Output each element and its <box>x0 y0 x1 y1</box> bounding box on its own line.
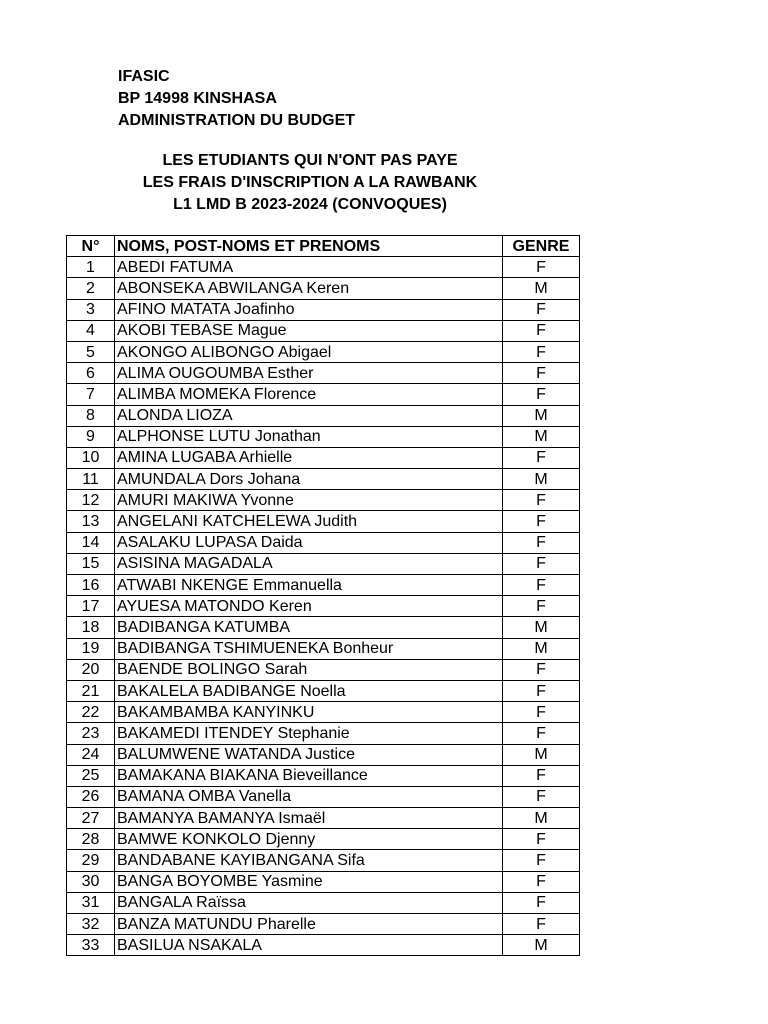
table-row <box>67 935 580 956</box>
table-row <box>67 723 580 744</box>
student-genre: F <box>503 341 580 362</box>
student-name: BALUMWENE WATANDA Justice <box>115 744 503 765</box>
table-row <box>67 469 580 490</box>
student-name: BAMWE KONKOLO Djenny <box>115 829 503 850</box>
column-header-number: N° <box>67 236 115 257</box>
title-line-1: LES ETUDIANTS QUI N'ONT PAS PAYE <box>162 152 458 169</box>
table-row <box>67 702 580 723</box>
student-genre: F <box>503 490 580 511</box>
table-row <box>67 363 580 384</box>
student-genre: F <box>503 299 580 320</box>
student-name: ANGELANI KATCHELEWA Judith <box>115 511 503 532</box>
student-genre: M <box>503 638 580 659</box>
table-row <box>67 765 580 786</box>
document-title <box>60 150 560 216</box>
table-row <box>67 744 580 765</box>
student-genre: F <box>503 384 580 405</box>
row-number: 15 <box>67 553 115 574</box>
table-row <box>67 320 580 341</box>
row-number: 6 <box>67 363 115 384</box>
table-row <box>67 829 580 850</box>
student-name: ASALAKU LUPASA Daida <box>115 532 503 553</box>
student-name: BAKAMBAMBA KANYINKU <box>115 702 503 723</box>
student-table <box>66 235 580 956</box>
student-name: AFINO MATATA Joafinho <box>115 299 503 320</box>
student-name: BAENDE BOLINGO Sarah <box>115 659 503 680</box>
student-name: AYUESA MATONDO Keren <box>115 596 503 617</box>
title-line-3: L1 LMD B 2023-2024 (CONVOQUES) <box>173 196 447 213</box>
column-header-genre: GENRE <box>503 236 580 257</box>
student-genre: F <box>503 363 580 384</box>
row-number: 14 <box>67 532 115 553</box>
student-genre: F <box>503 596 580 617</box>
department-name: ADMINISTRATION DU BUDGET <box>118 112 356 129</box>
row-number: 4 <box>67 320 115 341</box>
student-genre: F <box>503 532 580 553</box>
student-genre: M <box>503 617 580 638</box>
title-line-2: LES FRAIS D'INSCRIPTION A LA RAWBANK <box>142 174 478 191</box>
student-name: BAKAMEDI ITENDEY Stephanie <box>115 723 503 744</box>
student-name: ATWABI NKENGE Emmanuella <box>115 575 503 596</box>
row-number: 22 <box>67 702 115 723</box>
table-row <box>67 659 580 680</box>
student-genre: M <box>503 935 580 956</box>
table-row <box>67 892 580 913</box>
table-row <box>67 447 580 468</box>
row-number: 20 <box>67 659 115 680</box>
student-name: BAMANYA BAMANYA Ismaël <box>115 808 503 829</box>
student-name: BANGALA Raïssa <box>115 892 503 913</box>
student-genre: F <box>503 680 580 701</box>
row-number: 23 <box>67 723 115 744</box>
table-row <box>67 490 580 511</box>
student-genre: F <box>503 765 580 786</box>
table-row <box>67 850 580 871</box>
table-row <box>67 914 580 935</box>
table-row <box>67 680 580 701</box>
table-row <box>67 808 580 829</box>
row-number: 21 <box>67 680 115 701</box>
table-row <box>67 786 580 807</box>
student-genre: M <box>503 469 580 490</box>
student-name: BAKALELA BADIBANGE Noella <box>115 680 503 701</box>
table-row <box>67 278 580 299</box>
student-genre: F <box>503 575 580 596</box>
table-row <box>67 638 580 659</box>
student-name: BADIBANGA KATUMBA <box>115 617 503 638</box>
student-genre: F <box>503 892 580 913</box>
table-row <box>67 617 580 638</box>
student-name: ABEDI FATUMA <box>115 257 503 278</box>
student-genre: M <box>503 278 580 299</box>
document-header <box>118 66 355 132</box>
row-number: 31 <box>67 892 115 913</box>
institution-name: IFASIC <box>118 68 170 85</box>
student-name: BANGA BOYOMBE Yasmine <box>115 871 503 892</box>
student-genre: M <box>503 405 580 426</box>
student-name: BAMANA OMBA Vanella <box>115 786 503 807</box>
row-number: 25 <box>67 765 115 786</box>
student-name: AMINA LUGABA Arhielle <box>115 447 503 468</box>
student-name: BADIBANGA TSHIMUENEKA Bonheur <box>115 638 503 659</box>
table-row <box>67 341 580 362</box>
student-name: BAMAKANA BIAKANA Bieveillance <box>115 765 503 786</box>
institution-address: BP 14998 KINSHASA <box>118 90 277 107</box>
student-name: ALIMBA MOMEKA Florence <box>115 384 503 405</box>
row-number: 24 <box>67 744 115 765</box>
student-genre: F <box>503 829 580 850</box>
student-name: AKONGO ALIBONGO Abigael <box>115 341 503 362</box>
student-genre: F <box>503 786 580 807</box>
table-row <box>67 257 580 278</box>
table-row <box>67 384 580 405</box>
row-number: 2 <box>67 278 115 299</box>
table-body <box>67 257 580 956</box>
table-row <box>67 871 580 892</box>
table-row <box>67 511 580 532</box>
row-number: 27 <box>67 808 115 829</box>
row-number: 7 <box>67 384 115 405</box>
student-genre: F <box>503 914 580 935</box>
student-name: ABONSEKA ABWILANGA Keren <box>115 278 503 299</box>
row-number: 12 <box>67 490 115 511</box>
row-number: 13 <box>67 511 115 532</box>
row-number: 29 <box>67 850 115 871</box>
student-genre: M <box>503 426 580 447</box>
table-row <box>67 532 580 553</box>
table-row <box>67 405 580 426</box>
table-header-row <box>67 236 580 257</box>
student-name: BASILUA NSAKALA <box>115 935 503 956</box>
table-row <box>67 426 580 447</box>
student-genre: F <box>503 723 580 744</box>
row-number: 5 <box>67 341 115 362</box>
student-name: ALIMA OUGOUMBA Esther <box>115 363 503 384</box>
student-genre: F <box>503 447 580 468</box>
table-row <box>67 299 580 320</box>
student-name: BANDABANE KAYIBANGANA Sifa <box>115 850 503 871</box>
student-genre: F <box>503 702 580 723</box>
student-genre: M <box>503 808 580 829</box>
row-number: 18 <box>67 617 115 638</box>
row-number: 8 <box>67 405 115 426</box>
student-genre: F <box>503 320 580 341</box>
row-number: 32 <box>67 914 115 935</box>
table-row <box>67 553 580 574</box>
row-number: 10 <box>67 447 115 468</box>
student-name: AKOBI TEBASE Mague <box>115 320 503 341</box>
row-number: 17 <box>67 596 115 617</box>
student-genre: M <box>503 744 580 765</box>
row-number: 9 <box>67 426 115 447</box>
table-row <box>67 575 580 596</box>
column-header-name: NOMS, POST-NOMS ET PRENOMS <box>115 236 503 257</box>
row-number: 1 <box>67 257 115 278</box>
row-number: 3 <box>67 299 115 320</box>
student-name: BANZA MATUNDU Pharelle <box>115 914 503 935</box>
row-number: 30 <box>67 871 115 892</box>
student-name: AMURI MAKIWA Yvonne <box>115 490 503 511</box>
student-name: AMUNDALA Dors Johana <box>115 469 503 490</box>
student-genre: F <box>503 511 580 532</box>
student-name: ALPHONSE LUTU Jonathan <box>115 426 503 447</box>
row-number: 33 <box>67 935 115 956</box>
student-name: ALONDA LIOZA <box>115 405 503 426</box>
row-number: 19 <box>67 638 115 659</box>
student-genre: F <box>503 871 580 892</box>
row-number: 28 <box>67 829 115 850</box>
student-genre: F <box>503 553 580 574</box>
student-genre: F <box>503 850 580 871</box>
row-number: 11 <box>67 469 115 490</box>
student-genre: F <box>503 659 580 680</box>
row-number: 16 <box>67 575 115 596</box>
table-row <box>67 596 580 617</box>
student-name: ASISINA MAGADALA <box>115 553 503 574</box>
row-number: 26 <box>67 786 115 807</box>
student-genre: F <box>503 257 580 278</box>
